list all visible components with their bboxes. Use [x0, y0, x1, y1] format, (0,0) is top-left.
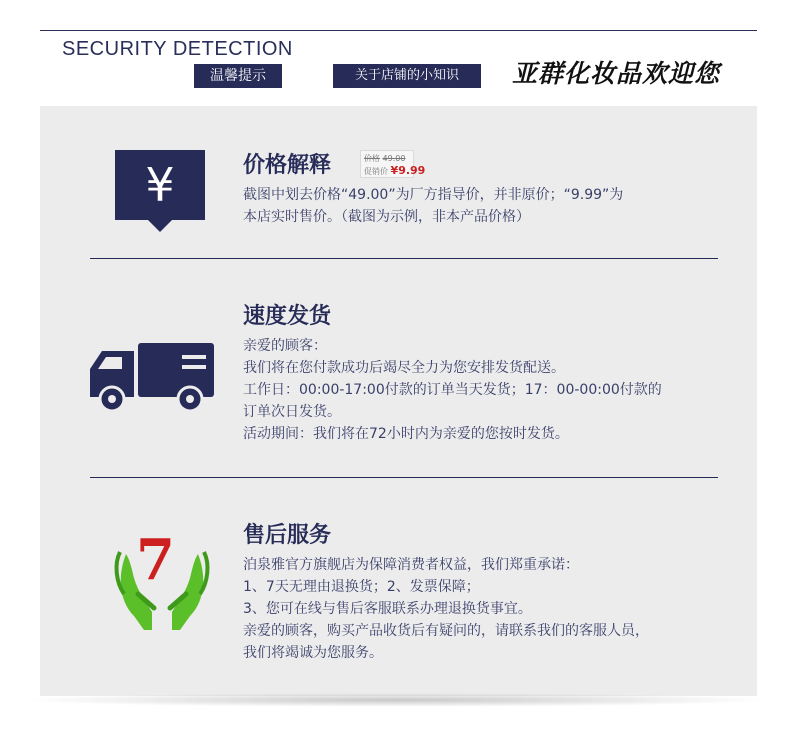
service-line: 1、7天无理由退换货；2、发票保障； — [243, 579, 480, 595]
sample-new-value: ¥9.99 — [390, 164, 426, 177]
service-section — [40, 478, 757, 696]
seven-badge: 7 — [136, 527, 175, 593]
service-line: 我们将竭诚为您服务。 — [243, 645, 383, 661]
price-line: 截图中划去价格“49.00”为厂方指导价，并非原价；“9.99”为 — [243, 187, 624, 203]
sample-old-price — [364, 153, 405, 164]
top-divider — [40, 30, 757, 31]
shipping-line: 活动期间：我们将在72小时内为亲爱的您按时发货。 — [243, 426, 569, 442]
sample-new-price — [364, 164, 425, 177]
shipping-line: 我们将在您付款成功后竭尽全力为您安排发货配送。 — [243, 360, 565, 376]
shipping-line: 订单次日发货。 — [243, 404, 341, 420]
page-title: SECURITY DETECTION — [62, 38, 293, 60]
sample-new-label: 促销价 — [364, 167, 388, 176]
info-panel — [40, 106, 757, 696]
shipping-description — [243, 335, 733, 445]
service-line: 3、您可在线与售后客服联系办理退换货事宜。 — [243, 601, 532, 617]
shipping-section — [40, 259, 757, 477]
shipping-line: 工作日：00:00-17:00付款的订单当天发货；17：00-00:00付款的 — [243, 382, 662, 398]
welcome-banner: 亚群化妆品欢迎您 — [512, 59, 721, 88]
price-description — [243, 184, 733, 228]
shipping-line: 亲爱的顾客： — [243, 338, 327, 354]
sample-old-value: 49.00 — [382, 154, 406, 163]
truck-icon — [86, 339, 216, 413]
yen-icon: ¥ — [145, 158, 175, 212]
panel-shadow — [20, 693, 770, 707]
service-line: 泊泉雅官方旗舰店为保障消费者权益，我们郑重承诺： — [243, 557, 579, 573]
store-knowledge-tag: 关于店铺的小知识 — [333, 64, 481, 88]
price-section — [40, 106, 757, 258]
price-heading: 价格解释 — [243, 153, 332, 178]
price-sample-thumbnail — [360, 150, 426, 178]
service-description — [243, 554, 733, 664]
price-line: 本店实时售价。（截图为示例，非本产品价格） — [243, 209, 530, 225]
service-heading: 售后服务 — [243, 523, 332, 548]
shipping-heading: 速度发货 — [243, 304, 332, 329]
warm-tip-tag: 温馨提示 — [194, 64, 282, 88]
sample-old-label: 价格 — [364, 154, 380, 163]
yen-icon-tail — [148, 220, 172, 232]
service-line: 亲爱的顾客，购买产品收货后有疑问的，请联系我们的客服人员， — [243, 623, 649, 639]
